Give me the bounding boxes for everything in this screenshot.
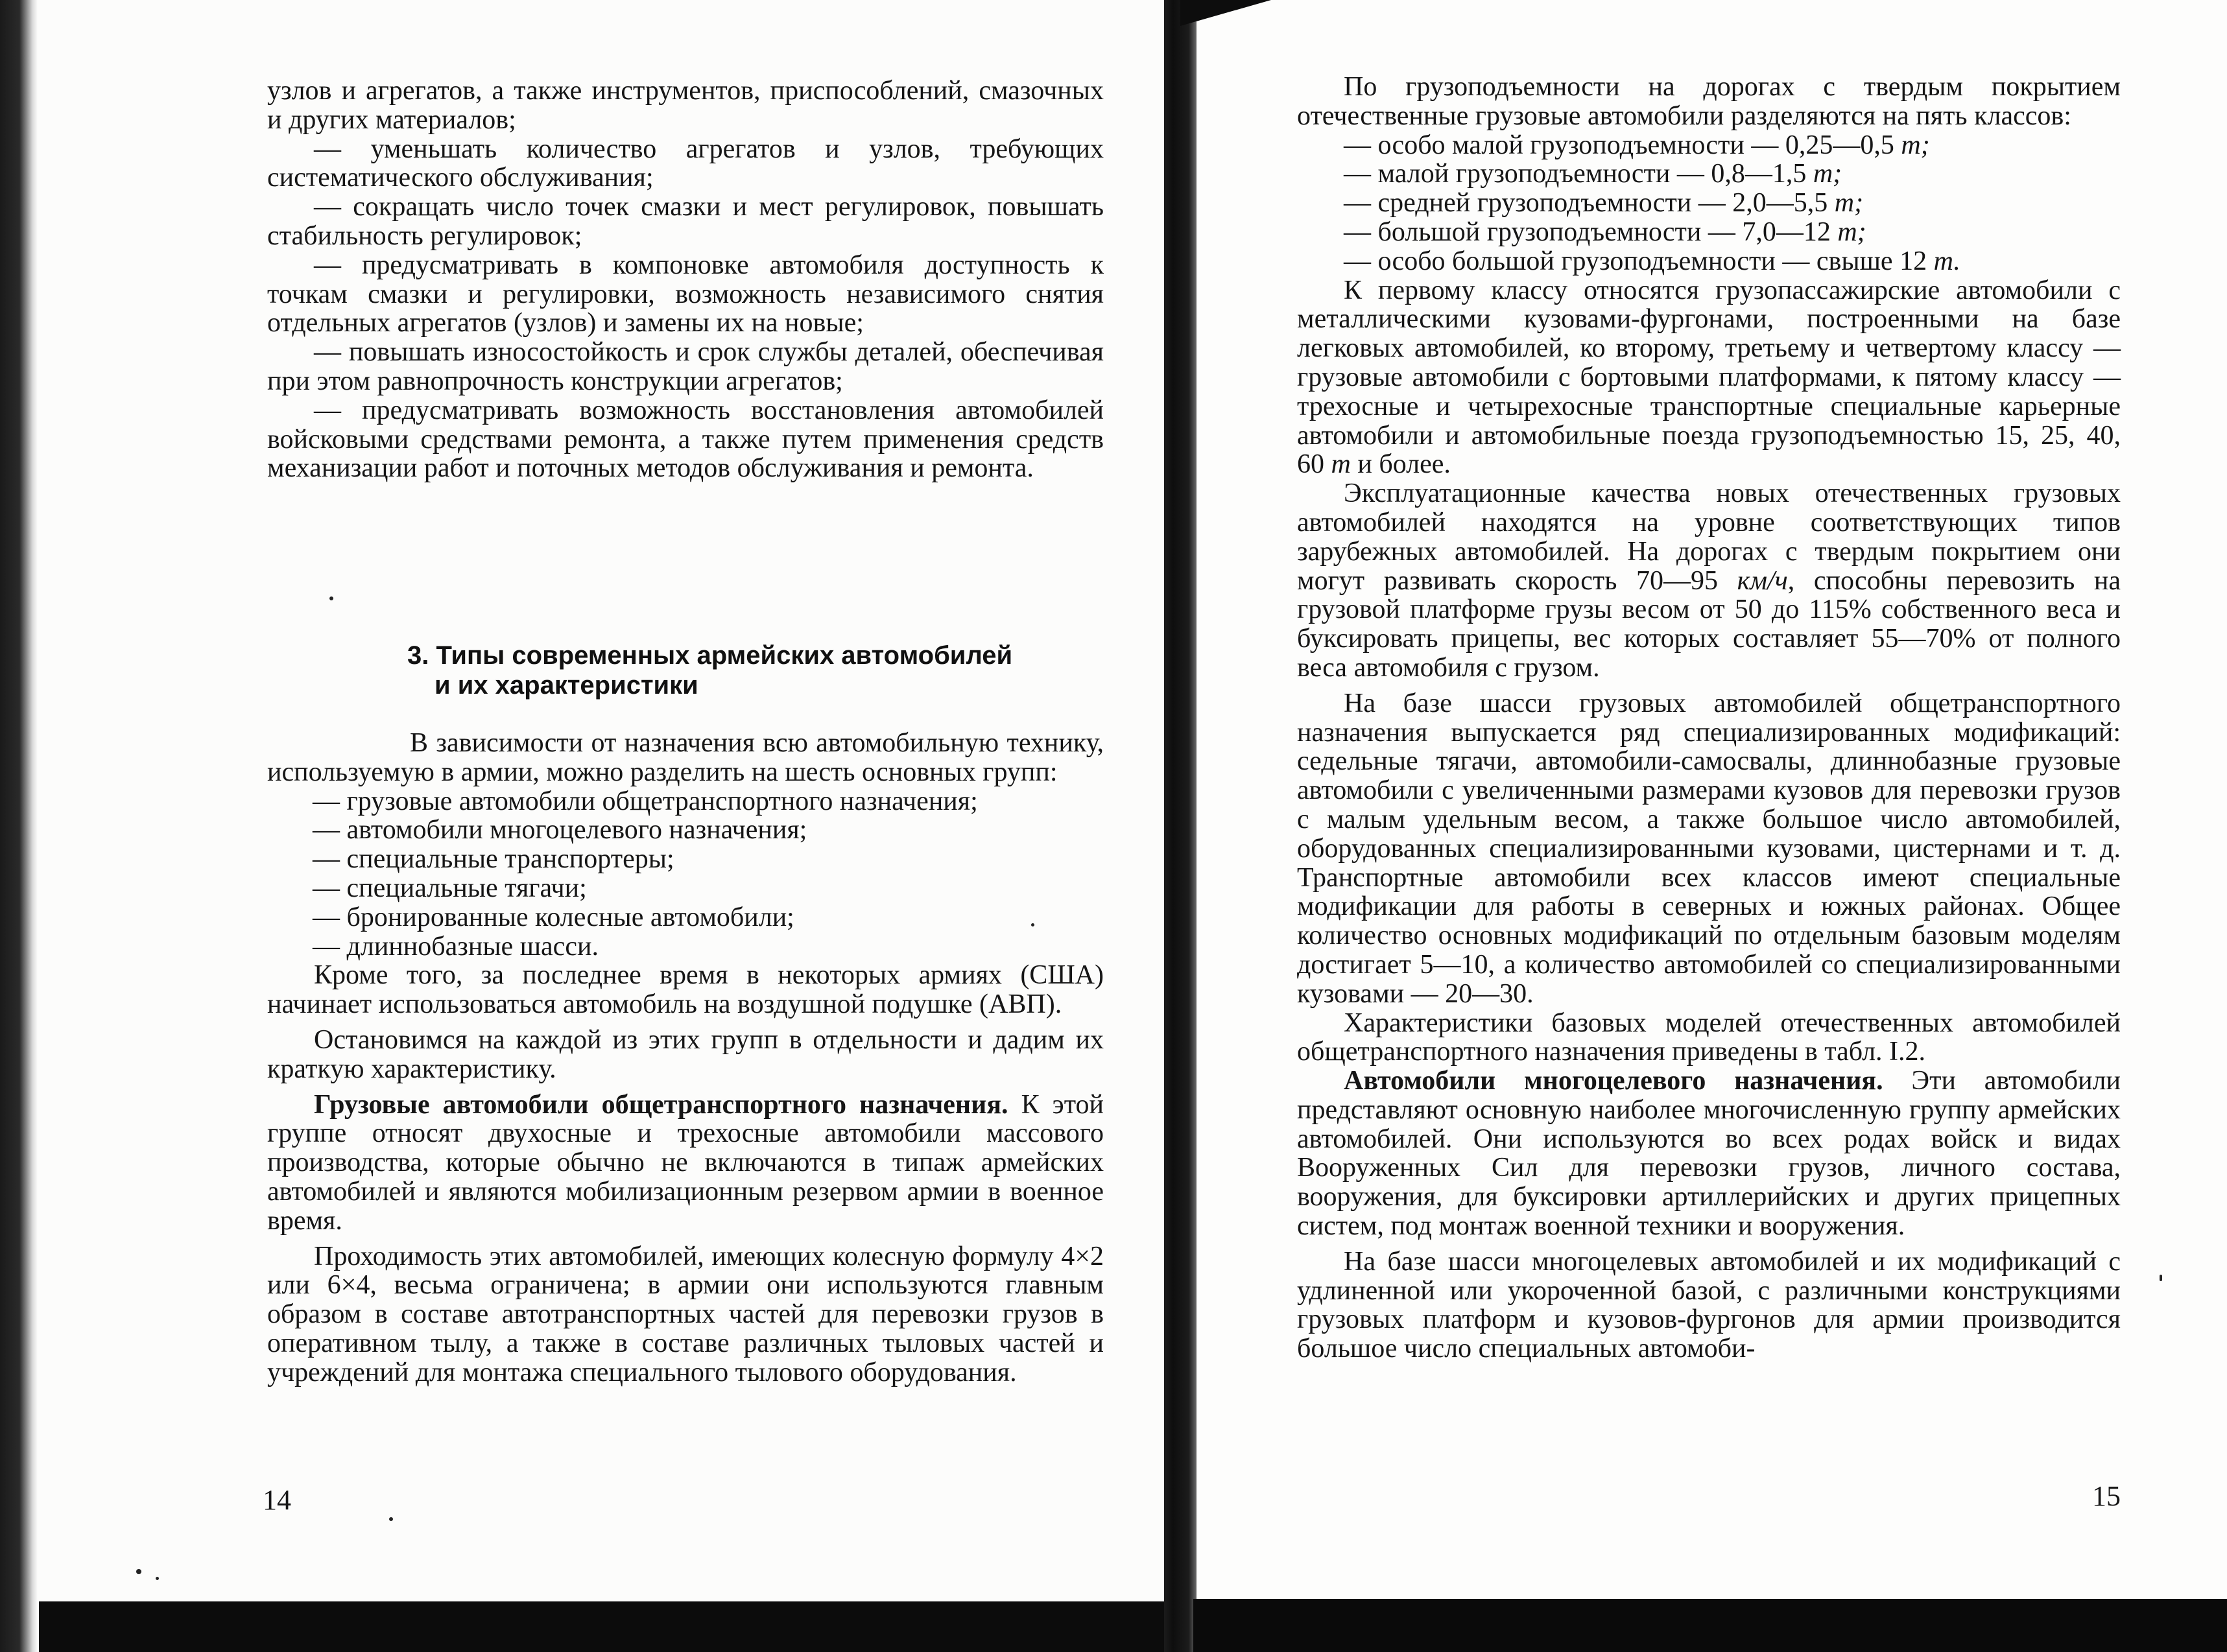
scan-edge-bottom-left (39, 1601, 1180, 1652)
list-item: — предусматривать в компоновке автомобиля доступность к точкам смазки и регулировки, возможность независимого снятия отдельных агрегатов (узлов) и замены их на новые; (267, 250, 1104, 338)
paragraph-passability: Проходимость этих автомобилей, имеющих колесную формулу 4×2 или 6×4, весьма ограничена; в армии они используются главным образом в составе автотранспортных частей для перевозки грузов в оперативном тылу, а также в составе различных тыловых частей и учреждений для монтажа специального тылового оборудования. (267, 1241, 1104, 1387)
class-item (1297, 159, 2121, 189)
paragraph-avp: Кроме того, за последнее время в некоторых армиях (США) начинает использоваться автомобиль на воздушной подушке (АВП). (267, 960, 1104, 1020)
left-bottom-column (267, 729, 1104, 1387)
class-item (1297, 247, 2121, 276)
paragraph-first-class (1297, 276, 2121, 480)
scan-edge-left (0, 0, 38, 1652)
class-unit: т; (1901, 130, 1930, 160)
class-unit: т; (1834, 188, 1864, 218)
class-item (1297, 189, 2121, 218)
paragraph-exploitation (1297, 479, 2121, 683)
class-label: — средней грузоподъемности — 2,0—5,5 (1344, 188, 1835, 218)
scan-speck (389, 1517, 393, 1521)
group-item: — автомобили многоцелевого назначения; (313, 815, 807, 845)
paragraph-intro: В зависимости от назначения всю автомобильную технику, используемую в армии, можно разделить на шесть основных групп: (267, 728, 1104, 787)
page-number-left: 14 (263, 1484, 291, 1516)
paragraph-stop: Остановимся на каждой из этих групп в отдельности и дадим их краткую характеристику. (267, 1024, 1104, 1084)
scan-speck (156, 1577, 159, 1580)
section-heading (407, 641, 1030, 700)
paragraph-capacity: По грузоподъемности на дорогах с твердым покрытием отечественные грузовые автомобили разделяются на пять классов: (1297, 72, 2121, 131)
group-item: — специальные транспортеры; (313, 844, 674, 875)
scan-speck (1031, 923, 1034, 926)
class-item (1297, 131, 2121, 160)
class-unit: т; (1837, 217, 1866, 247)
heading-line-1: 3. Типы современных армейских автомобилей (407, 641, 1013, 670)
multi-text: Эти автомобили представляют основную наиболее многочисленную группу армейских автомобилей. Они используются во всех родах войск и видах Вооруженных Сил для перевозки грузов, личного состава, вооружения, для буксировки артиллерийских и других прицепных систем, под монтаж военной техники и вооружения. (1297, 1066, 2121, 1242)
scan-speck (329, 596, 333, 600)
text-run: К первому классу относятся грузопассажирские автомобили с металлическими кузовами-фургонами, построенными на базе легковых автомобилей, ко второму, третьему и четвертому классу — грузовые автомобили с бортовыми платформами, к пятому классу — трехосные и четырехосные транспортные специальные карьерные автомобили и автомобильные поезда грузоподъемностью 15, 25, 40, 60 (1297, 275, 2121, 480)
group-item: — длиннобазные шасси. (313, 931, 599, 962)
text-run: и более. (1350, 449, 1451, 480)
paragraph: узлов и агрегатов, а также инструментов, приспособлений, смазочных и других материалов; (267, 76, 1104, 135)
book-gutter (1164, 0, 1197, 1652)
class-label: — малой грузоподъемности — 0,8—1,5 (1344, 159, 1813, 189)
class-label: — большой грузоподъемности — 7,0—12 (1344, 217, 1838, 247)
unit-run: км/ч (1737, 565, 1788, 596)
cargo-text: К этой группе относят двухосные и трехосные автомобили массового производства, которые обычно не включаются в типаж армейских автомобилей и являются мобилизационным резервом армии в военное время. (267, 1089, 1104, 1236)
class-label: — особо малой грузоподъемности — 0,25—0,5 (1344, 130, 1901, 160)
right-column (1297, 73, 2121, 1363)
heading-line-2: и их характеристики (435, 671, 698, 700)
page-number-right: 15 (2092, 1480, 2121, 1512)
scan-edge-bottom-right (1193, 1599, 2227, 1652)
class-unit: т; (1813, 159, 1842, 189)
cargo-bold-term: Грузовые автомобили общетранспортного назначения. (314, 1089, 1008, 1120)
text-run: , способны перевозить на грузовой платформе грузы весом от 50 до 115% собственного веса и буксировать прицепы, вес которых составляет 55—70% от полного веса автомобиля с грузом. (1297, 565, 2121, 683)
class-label: — особо большой грузоподъемности — свыше 12 (1344, 246, 1934, 276)
class-item (1297, 218, 2121, 247)
paragraph-chassis: На базе шасси грузовых автомобилей общетранспортного назначения выпускается ряд специализированных модификаций: седельные тягачи, автомобили-самосвалы, длиннобазные грузовые автомобили с увеличенными размерами кузовов для перевозки грузов с малым удельным весом, а также большое число автомобилей, оборудованных специализированными кузовами, цистернами и т. д. Транспортные автомобили всех классов имеют специальные модификации для работы в северных и южных районах. Общее количество основных модификаций по отдельным базовым моделям достигает 5—10, а количество автомобилей со специализированными кузовами — 20—30. (1297, 688, 2121, 1009)
unit-run: т (1331, 449, 1351, 480)
list-item: — предусматривать возможность восстановления автомобилей войсковыми средствами ремонта, а также путем применения средств механизации работ и поточных методов обслуживания и ремонта. (267, 395, 1104, 484)
multi-bold-term: Автомобили многоцелевого назначения. (1344, 1066, 1883, 1096)
left-top-column (267, 77, 1104, 483)
paragraph-multipurpose (1297, 1067, 2121, 1241)
paragraph-table-ref: Характеристики базовых моделей отечественных автомобилей общетранспортного назначения приведены в табл. I.2. (1297, 1008, 2121, 1067)
list-item: — повышать износостойкость и срок службы деталей, обеспечивая при этом равнопрочность конструкции агрегатов; (267, 337, 1104, 396)
group-item: — бронированные колесные автомобили; (313, 902, 794, 932)
paragraph-last: На базе шасси многоцелевых автомобилей и их модификаций с удлиненной или укороченной базой, с различными конструкциями грузовых платформ и кузовов-фургонов для армии производится большое число специальных автомоби- (1297, 1246, 2121, 1364)
group-item: — специальные тягачи; (313, 873, 587, 903)
scan-speck (2160, 1275, 2162, 1281)
scan-speck (136, 1569, 141, 1574)
class-unit: т. (1933, 246, 1960, 276)
text-run: Эксплуатационные качества новых отечественных грузовых автомобилей находятся на уровне соответствующих типов зарубежных автомобилей. На дорогах с твердым покрытием они могут развивать скорость 70—95 (1297, 478, 2121, 596)
group-item: — грузовые автомобили общетранспортного назначения; (313, 786, 978, 816)
list-item: — сокращать число точек смазки и мест регулировок, повышать стабильность регулировок; (267, 192, 1104, 251)
list-item: — уменьшать количество агрегатов и узлов, требующих систематического обслуживания; (267, 134, 1104, 193)
paragraph-cargo (267, 1091, 1104, 1236)
